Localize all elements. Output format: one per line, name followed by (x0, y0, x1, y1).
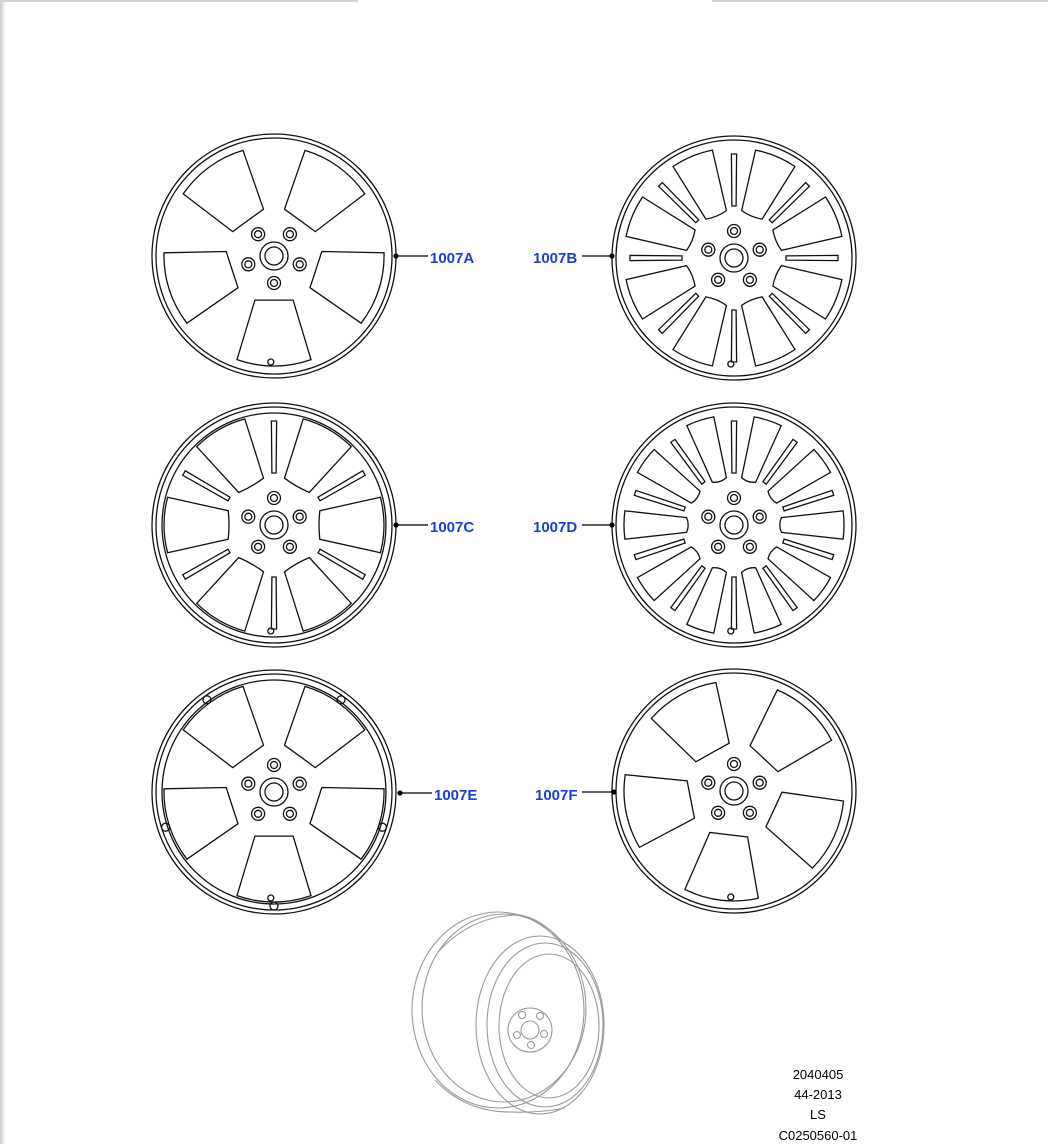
callout-1007d[interactable] (533, 519, 615, 536)
wheel-1007d-drawing[interactable] (612, 403, 856, 647)
wheel-1007b-drawing[interactable] (612, 136, 856, 380)
drawing-model-code: LS (810, 1107, 826, 1122)
callout-label[interactable]: 1007A (430, 250, 475, 267)
callout-label[interactable]: 1007F (535, 787, 578, 804)
callout-label[interactable]: 1007C (430, 519, 475, 536)
drawing-illustration-id: C0250560-01 (778, 1128, 858, 1143)
wheel-1007f-drawing[interactable] (612, 669, 856, 913)
leader-dot (611, 789, 616, 794)
callout-1007c[interactable] (393, 519, 474, 536)
leader-dot (609, 253, 614, 258)
wheel-1007c-drawing[interactable] (152, 403, 396, 647)
callout-1007b[interactable] (533, 250, 615, 267)
leader-dot (609, 522, 614, 527)
spare-wheel-drawing (412, 912, 604, 1114)
drawing-number: 2040405 (792, 1067, 844, 1082)
wheel-rim-outer (612, 136, 856, 380)
callout-label[interactable]: 1007D (533, 519, 578, 536)
wheel-rim-outer (152, 670, 396, 914)
callout-1007e[interactable] (397, 787, 477, 804)
wheel-rim-outer (152, 134, 396, 378)
wheel-rim-outer (612, 669, 856, 913)
wheel-rim-outer (152, 403, 396, 647)
wheel-1007e-drawing[interactable] (152, 670, 396, 914)
wheel-rim-outer (612, 403, 856, 647)
callout-1007a[interactable] (393, 250, 474, 267)
drawing-meta-block (779, 1067, 858, 1143)
callout-label[interactable]: 1007B (533, 250, 578, 267)
callout-label[interactable]: 1007E (434, 787, 478, 804)
wheel-1007a-drawing[interactable] (152, 134, 396, 378)
callout-1007f[interactable] (535, 787, 617, 804)
drawing-date-code: 44-2013 (794, 1087, 842, 1102)
